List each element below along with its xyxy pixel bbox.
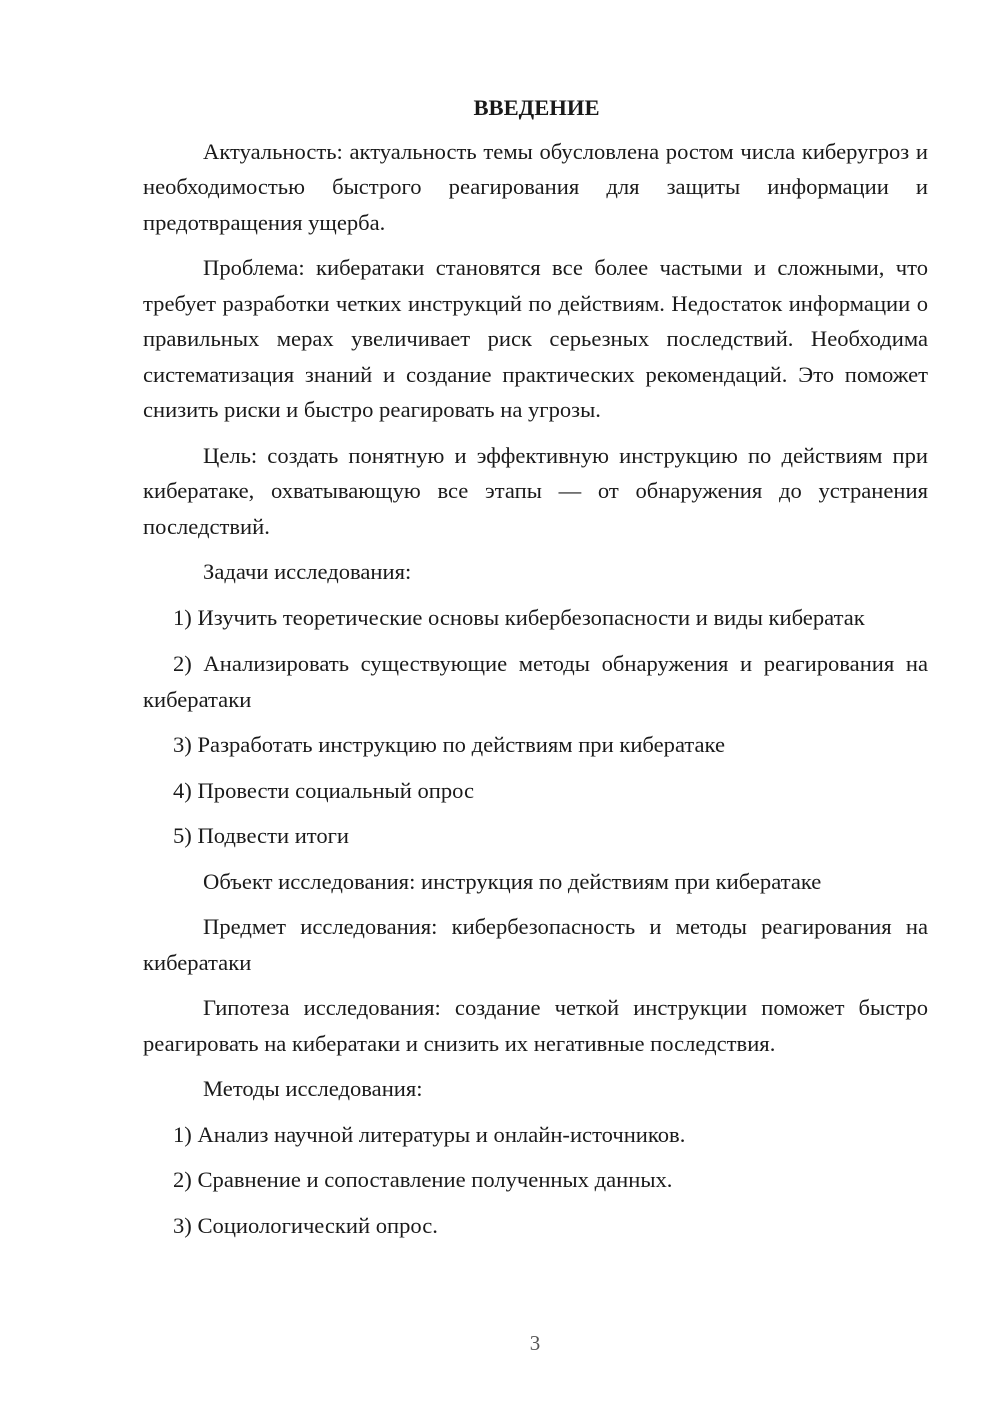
relevance-paragraph: Актуальность: актуальность темы обусловлена ростом числа киберугроз и необходимостью быстрого реагирования для защиты информации и предотвращения ущерба. (143, 138, 928, 235)
section-title: ВВЕДЕНИЕ (473, 95, 600, 120)
document-page (143, 90, 928, 1253)
task-item-2: 2) Анализировать существующие методы обнаружения и реагирования на кибератаки (143, 651, 928, 712)
task-item-5: 5) Подвести итоги (173, 823, 350, 848)
goal-paragraph: Цель: создать понятную и эффективную инструкцию по действиям при кибератаке, охватывающую все этапы — от обнаружения до устранения последствий. (143, 442, 928, 539)
task-item-1: 1) Изучить теоретические основы кибербезопасности и виды кибератак (173, 604, 865, 630)
hypothesis-paragraph: Гипотеза исследования: создание четкой инструкции поможет быстро реагировать на кибератаки и снизить их негативные последствия. (143, 995, 928, 1056)
subject-paragraph: Предмет исследования: кибербезопасность и методы реагирования на кибератаки (143, 914, 928, 975)
page-number: 3 (529, 1331, 541, 1355)
problem-paragraph: Проблема: кибератаки становятся все более частыми и сложными, что требует разработки четких инструкций по действиям. Недостаток информации о правильных мерах увеличивает риск серьезных последствий. Необходима систематизация знаний и создание практических рекомендаций. Это поможет снизить риски и быстро реагировать на угрозы. (143, 255, 928, 422)
object-paragraph: Объект исследования: инструкция по действиям при кибератаке (203, 868, 822, 894)
task-item-4: 4) Провести социальный опрос (173, 777, 475, 803)
method-item-3: 3) Социологический опрос. (173, 1212, 438, 1238)
tasks-heading: Задачи исследования: (203, 559, 412, 584)
methods-heading: Методы исследования: (203, 1076, 423, 1101)
method-item-1: 1) Анализ научной литературы и онлайн-источников. (173, 1121, 686, 1147)
task-item-3: 3) Разработать инструкцию по действиям при кибератаке (173, 732, 726, 757)
method-item-2: 2) Сравнение и сопоставление полученных данных. (173, 1167, 673, 1192)
